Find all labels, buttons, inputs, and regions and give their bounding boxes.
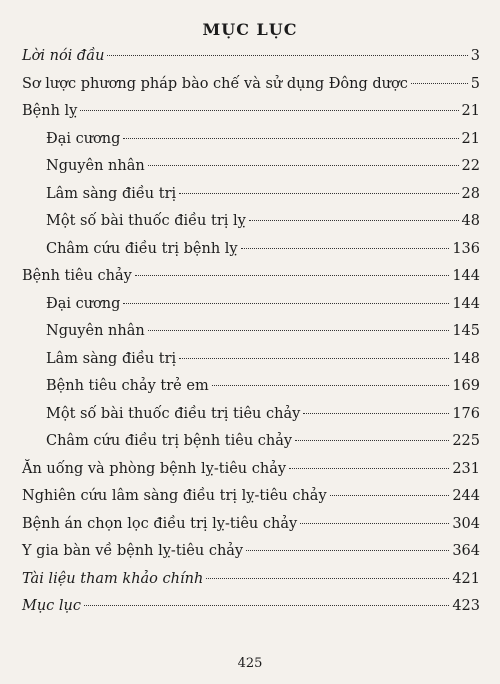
toc-entry-page: 231	[452, 460, 480, 477]
page-title: MỤC LỤC	[202, 20, 298, 39]
toc-entry-label: Bệnh án chọn lọc điều trị lỵ-tiêu chảy	[22, 515, 298, 532]
toc-entry-label: Đại cương	[46, 295, 121, 312]
toc-entry-page: 22	[461, 158, 480, 174]
toc-entry-label: Nguyên nhân	[46, 323, 145, 339]
toc-entry	[22, 406, 480, 434]
toc-entry	[22, 296, 480, 324]
dot-leader	[148, 165, 459, 166]
toc-entry-label: Bệnh tiêu chảy trẻ em	[46, 378, 209, 394]
toc-entry	[22, 543, 480, 571]
dot-leader	[246, 550, 449, 551]
toc-entry-label: Một số bài thuốc điều trị lỵ	[46, 213, 246, 229]
toc-entry-page: 144	[452, 268, 480, 284]
toc-entry-label: Một số bài thuốc điều trị tiêu chảy	[46, 405, 301, 422]
toc-entry	[22, 103, 480, 131]
dot-leader	[107, 55, 467, 56]
toc-entry-label: Bệnh lỵ	[22, 103, 78, 119]
dot-leader	[80, 110, 458, 111]
toc-entry-page: 148	[452, 350, 480, 367]
toc-entry-page: 48	[461, 213, 480, 229]
toc-entry	[22, 571, 480, 599]
toc-entry-page: 423	[452, 598, 480, 614]
dot-leader	[135, 275, 450, 276]
dot-leader	[123, 303, 449, 304]
toc-entry-label: Nguyên nhân	[46, 158, 145, 174]
toc-entry-page: 304	[452, 515, 480, 532]
dot-leader	[123, 138, 458, 139]
toc-entry	[22, 516, 480, 544]
dot-leader	[212, 385, 450, 386]
toc-entry-page: 244	[452, 488, 480, 504]
toc-entry-page: 21	[461, 103, 480, 119]
toc-entry	[22, 268, 480, 296]
dot-leader	[303, 413, 449, 414]
toc-entry-page: 169	[452, 378, 480, 394]
toc-entry	[22, 186, 480, 214]
toc-entry-page: 3	[470, 48, 480, 64]
toc-entry-page: 421	[452, 570, 480, 587]
toc-entry-label: Lâm sàng điều trị	[46, 350, 177, 367]
toc-entry-label: Bệnh tiêu chảy	[22, 268, 132, 284]
toc-entry-label: Lời nói đầu	[22, 48, 105, 64]
toc-entry-label: Tài liệu tham khảo chính	[22, 570, 204, 587]
toc-entry	[22, 351, 480, 379]
toc-entry-label: Châm cứu điều trị bệnh lỵ	[46, 240, 238, 257]
dot-leader	[249, 220, 459, 221]
toc-entry	[22, 48, 480, 76]
toc-entry	[22, 158, 480, 186]
dot-leader	[148, 330, 450, 331]
toc-entry-page: 176	[452, 405, 480, 422]
page-number: 425	[237, 656, 263, 671]
toc-entry-page: 144	[452, 295, 480, 312]
toc-entry-label: Y gia bàn về bệnh lỵ-tiêu chảy	[22, 543, 244, 559]
dot-leader	[289, 468, 449, 469]
toc-entry-page: 28	[461, 185, 480, 202]
dot-leader	[300, 523, 449, 524]
toc-entry-label: Ăn uống và phòng bệnh lỵ-tiêu chảy	[22, 460, 287, 477]
toc-entry-label: Đại cương	[46, 130, 121, 147]
toc-entry-page: 136	[452, 240, 480, 257]
dot-leader	[411, 83, 468, 84]
toc-entry-page: 21	[461, 130, 480, 147]
toc-entry	[22, 488, 480, 516]
toc-entry-page: 145	[452, 323, 480, 339]
toc-entry-label: Sơ lược phương pháp bào chế và sử dụng Đông dược	[22, 75, 408, 92]
toc-entry	[22, 76, 480, 104]
toc-entry	[22, 433, 480, 461]
toc-entry	[22, 598, 480, 626]
dot-leader	[295, 440, 449, 441]
toc-entry-page: 364	[452, 543, 480, 559]
toc-entry	[22, 378, 480, 406]
table-of-contents	[22, 48, 480, 626]
dot-leader	[206, 578, 449, 579]
toc-entry-label: Nghiên cứu lâm sàng điều trị lỵ-tiêu chảy	[22, 488, 327, 504]
dot-leader	[330, 495, 450, 496]
toc-entry-label: Châm cứu điều trị bệnh tiêu chảy	[46, 433, 293, 449]
toc-entry-page: 5	[470, 75, 480, 92]
toc-entry-label: Lâm sàng điều trị	[46, 185, 177, 202]
dot-leader	[84, 605, 449, 606]
toc-entry	[22, 213, 480, 241]
toc-entry	[22, 323, 480, 351]
toc-entry	[22, 131, 480, 159]
dot-leader	[179, 358, 449, 359]
dot-leader	[179, 193, 458, 194]
toc-entry-label: Mục lục	[22, 598, 82, 614]
toc-entry	[22, 241, 480, 269]
dot-leader	[241, 248, 450, 249]
toc-entry-page: 225	[452, 433, 480, 449]
toc-entry	[22, 461, 480, 489]
